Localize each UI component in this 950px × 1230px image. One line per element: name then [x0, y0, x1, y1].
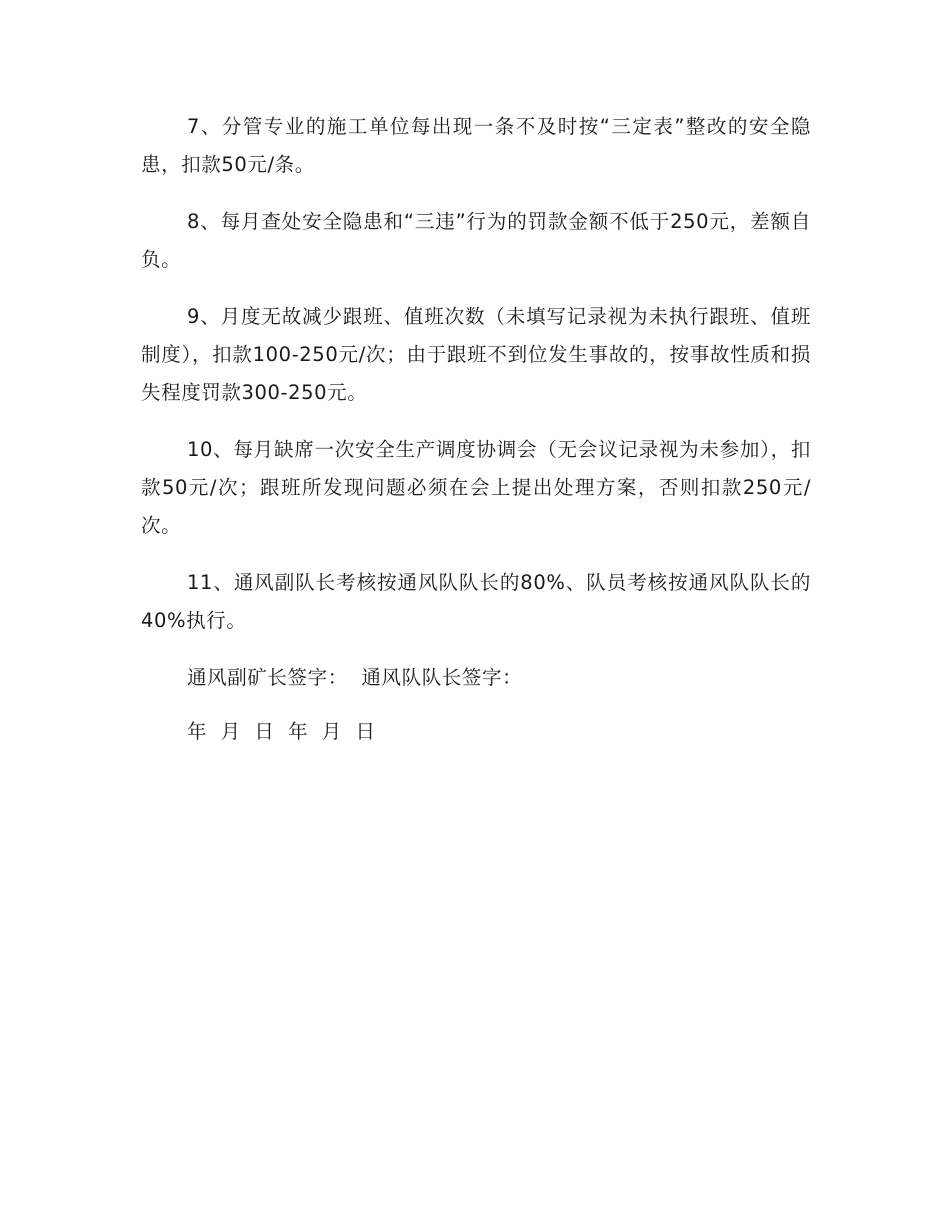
paragraph-item-11: 11、通风副队长考核按通风队队长的80%、队员考核按通风队队长的40%执行。 — [141, 571, 811, 632]
paragraph-item-10: 10、每月缺席一次安全生产调度协调会（无会议记录视为未参加），扣款50元/次；跟班所发现问题必须在会上提出处理方案，否则扣款250元/次。 — [141, 438, 811, 537]
paragraph-item-9: 9、月度无故减少跟班、值班次数（未填写记录视为未执行跟班、值班制度），扣款100-250元/次；由于跟班不到位发生事故的，按事故性质和损失程度罚款300-250元。 — [141, 305, 811, 404]
document-body — [141, 108, 811, 767]
paragraph-item-7: 7、分管专业的施工单位每出现一条不及时按“三定表”整改的安全隐患，扣款50元/条。 — [141, 115, 811, 176]
signature-line: 通风副矿长签字： 通风队队长签字： — [187, 666, 523, 689]
date-line: 年 月 日 年 月 日 — [187, 720, 376, 743]
paragraph-item-8: 8、每月查处安全隐患和“三违”行为的罚款金额不低于250元，差额自负。 — [141, 210, 811, 271]
